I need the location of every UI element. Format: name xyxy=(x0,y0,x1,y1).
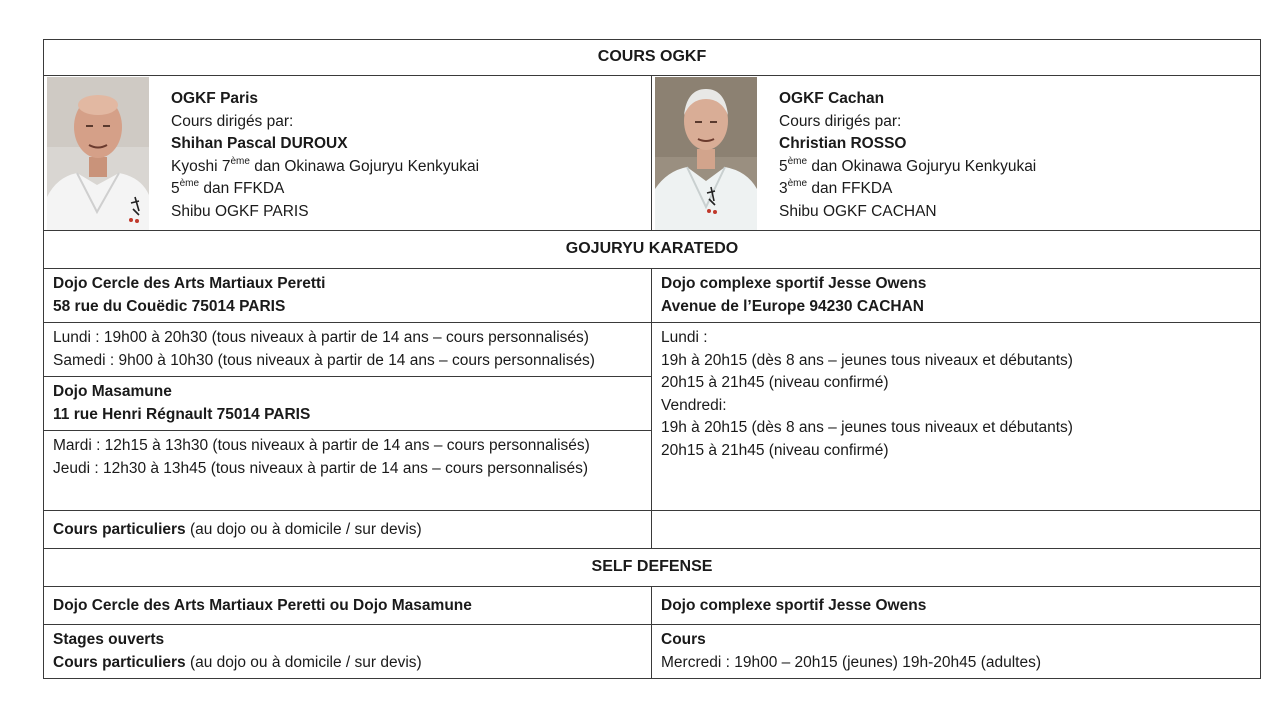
courses-label: Cours xyxy=(661,631,706,648)
schedule-line: Mercredi : 19h00 – 20h15 (jeunes) 19h-20h45 (adultes) xyxy=(661,653,1041,671)
instructor-name: Christian ROSSO xyxy=(779,135,907,152)
jesse-owens-schedule xyxy=(652,323,1261,511)
schedule-line: Mardi : 12h15 à 13h30 (tous niveaux à partir de 14 ans – cours personnalisés) xyxy=(53,437,590,454)
course-table xyxy=(43,39,1261,679)
instructor-photo-duroux xyxy=(47,77,149,230)
private-lessons-label: Cours particuliers xyxy=(53,653,186,671)
course-table-wrapper xyxy=(43,39,1260,679)
instructor-led-by: Cours dirigés par: xyxy=(779,112,902,130)
schedule-line: 19h à 20h15 (dès 8 ans – jeunes tous niveaux et débutants) xyxy=(661,351,1073,369)
schedule-line: 20h15 à 21h45 (niveau confirmé) xyxy=(661,441,889,459)
self-defense-left-header: Dojo Cercle des Arts Martiaux Peretti ou Dojo Masamune xyxy=(44,587,652,625)
dojo-peretti-header xyxy=(44,269,652,323)
instructor-photo-rosso xyxy=(655,77,757,230)
instructor-rank-1: 5ème dan Okinawa Gojuryu Kenkyukai xyxy=(779,155,1037,175)
instructor-role: Shibu OGKF CACHAN xyxy=(779,202,937,220)
instructor-led-by: Cours dirigés par: xyxy=(171,112,294,130)
self-defense-left-details xyxy=(44,625,652,679)
schedule-line: Jeudi : 12h30 à 13h45 (tous niveaux à partir de 14 ans – cours personnalisés) xyxy=(53,459,589,477)
page-title: COURS OGKF xyxy=(44,40,1261,76)
schedule-line: 19h à 20h15 (dès 8 ans – jeunes tous niveaux et débutants) xyxy=(661,419,1073,436)
private-lessons-label: Cours particuliers xyxy=(53,520,186,538)
self-defense-right-details xyxy=(652,625,1261,679)
schedule-row-1 xyxy=(44,323,1261,377)
open-workshops: Stages ouverts xyxy=(53,631,165,648)
instructor-role: Shibu OGKF PARIS xyxy=(171,202,309,220)
schedule-line: Lundi : xyxy=(661,329,708,346)
private-lessons-details: (au dojo ou à domicile / sur devis) xyxy=(185,520,422,538)
instructor-paris xyxy=(44,76,652,231)
instructors-row xyxy=(44,76,1261,231)
instructor-cachan xyxy=(652,76,1261,231)
private-lessons-row xyxy=(44,511,1261,549)
schedule-line: Vendredi: xyxy=(661,396,727,414)
dojo-masamune-header xyxy=(44,377,652,431)
instructor-rank-2: 3ème dan FFKDA xyxy=(779,178,893,197)
instructor-rank-2: 5ème dan FFKDA xyxy=(171,178,285,197)
dojo-address: 58 rue du Couëdic 75014 PARIS xyxy=(53,297,286,315)
self-defense-right-header: Dojo complexe sportif Jesse Owens xyxy=(652,587,1261,625)
self-defense-details-row xyxy=(44,625,1261,679)
dojo-name: Dojo Cercle des Arts Martiaux Peretti xyxy=(53,275,326,292)
section-title-gojuryu: GOJURYU KARATEDO xyxy=(44,231,1261,269)
self-defense-title-row xyxy=(44,549,1261,587)
self-defense-header-row xyxy=(44,587,1261,625)
section-title-self-defense: SELF DEFENSE xyxy=(44,549,1261,587)
schedule-line: Samedi : 9h00 à 10h30 (tous niveaux à partir de 14 ans – cours personnalisés) xyxy=(53,351,595,369)
dojo-name: Dojo Masamune xyxy=(53,383,172,400)
empty-cell xyxy=(652,511,1261,549)
peretti-schedule xyxy=(44,323,652,377)
instructor-rank-1: Kyoshi 7ème dan Okinawa Gojuryu Kenkyukai xyxy=(171,155,480,175)
private-lessons-details: (au dojo ou à domicile / sur devis) xyxy=(185,653,422,671)
dojo-address: Avenue de l’Europe 94230 CACHAN xyxy=(661,297,925,315)
dojo-name: Dojo complexe sportif Jesse Owens xyxy=(661,275,927,292)
instructor-club: OGKF Paris xyxy=(171,90,258,107)
gojuryu-title-row xyxy=(44,231,1261,269)
masamune-schedule xyxy=(44,431,652,511)
dojo-address: 11 rue Henri Régnault 75014 PARIS xyxy=(53,405,311,423)
instructor-name: Shihan Pascal DUROUX xyxy=(171,135,348,152)
instructor-club: OGKF Cachan xyxy=(779,90,885,107)
dojo-header-row xyxy=(44,269,1261,323)
schedule-line: 20h15 à 21h45 (niveau confirmé) xyxy=(661,374,889,391)
private-lessons xyxy=(44,511,652,549)
dojo-jesse-owens-header xyxy=(652,269,1261,323)
title-row xyxy=(44,40,1261,76)
schedule-line: Lundi : 19h00 à 20h30 (tous niveaux à partir de 14 ans – cours personnalisés) xyxy=(53,329,589,346)
